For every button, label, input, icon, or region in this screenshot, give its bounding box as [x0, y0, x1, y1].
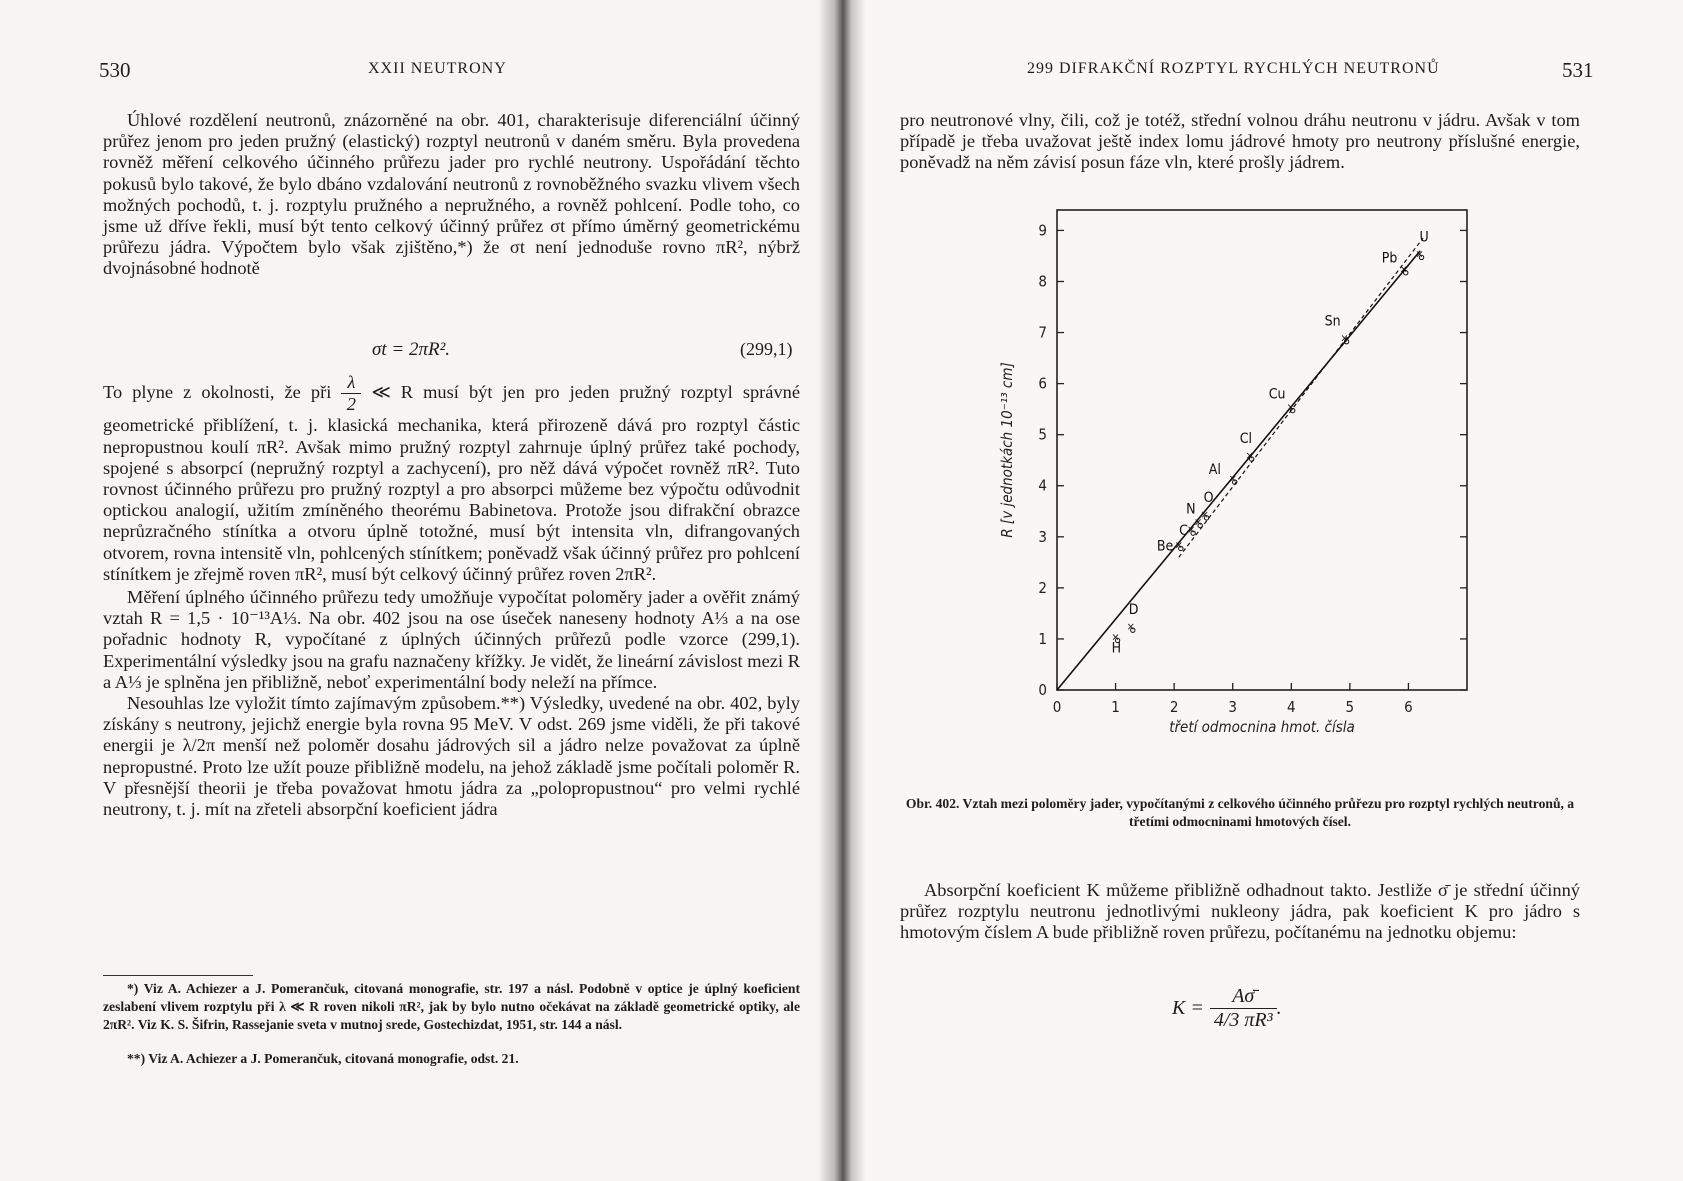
x-tick-label: 5 — [1345, 698, 1355, 716]
data-point-label: N — [1186, 501, 1196, 518]
y-tick-label: 8 — [1038, 272, 1047, 291]
formula-lhs: K = — [1172, 997, 1204, 1019]
data-point-cross: × — [1126, 620, 1135, 634]
right-page — [842, 0, 1683, 1181]
footnote-rule — [103, 975, 253, 976]
data-point-cross: × — [1399, 262, 1408, 276]
data-point-label: O — [1203, 489, 1214, 506]
data-point-label: Al — [1208, 462, 1221, 479]
data-point-label: U — [1419, 229, 1429, 246]
y-tick-label: 5 — [1038, 425, 1047, 444]
x-tick-label: 4 — [1286, 698, 1296, 716]
data-point-cross: × — [1245, 449, 1254, 463]
paragraph-text: Úhlové rozdělení neutronů, znázorněné na obr. 401, charakterisuje diferenciální účinný průřez jenom pro jeden pružný (elastický) rozptyl neutronů v daném směru. Byla provedena rovněž měření celkového účinného průřezu jader pro rychlé neutrony. Uspořádání těchto pokusů bylo takové, že bylo dbáno vzdalování neutronů z rovnoběžného svazku vlivem všech možných pochodů, t. j. rozptylu pružného a nepružného, a rovněž pohlcení. Podle toho, co jsme už dříve řekli, musí být tento celkový účinný průřez σt přímo úměrný geometrickému průřezu jádra. Výpočtem bylo však zjištěno,*) že σt není jednoduše rovno πR², nýbrž dvojnásobné hodnotě — [103, 110, 800, 279]
figure-caption: Obr. 402. Vztah mezi poloměry jader, vypočítanými z celkového účinného průřezu pro rozptyl rychlých neutronů, a třetími odmocninami hmotových čísel. — [905, 796, 1575, 829]
y-tick-label: 4 — [1038, 476, 1047, 495]
x-tick-label: 2 — [1169, 698, 1179, 716]
para2-text: ≪ R musí být jen pro jeden pružný rozptyl správné geometrické přiblížení, t. j. klasická mechanika, která přirozeně dává pro rozptyl částic nepropustnou koulí πR². Avšak mimo pružný rozptyl zahrnuje úplný průřez také pochody, spojené s absorpcí (nepružný rozptyl a zachycení), pro něž dává výpočet rovněž πR². Tuto rovnost účinného průřezu pro pružný rozptyl a pro absorpci můžeme bez výpočtu odůvodnit optickou analogií, užitím zmíněného theorému Babinetova. Protože jsou difrakční obrazce neprůzračného stínítka a otvoru úplně totožné, musí být intensita vln, difrangovaných otvorem, rovna intensitě vln, pohlcených stínítkem; poněvadž však účinný průřez pro pohlcení stínítkem je zřejmě roven πR², musí být celkový účinný průřez roven 2πR². — [103, 381, 801, 584]
y-tick-label: 6 — [1038, 374, 1047, 393]
left-paragraph-1 — [103, 110, 800, 280]
data-point-label: Sn — [1324, 313, 1341, 330]
left-paragraph-2 — [103, 372, 800, 820]
data-point-cross: × — [1200, 507, 1209, 521]
data-point-label: Cu — [1268, 386, 1286, 403]
figure-402-chart — [982, 205, 1482, 795]
data-point-cross: × — [1186, 523, 1196, 537]
fit-line-solid — [1057, 251, 1420, 690]
data-point-cross: × — [1228, 472, 1237, 486]
data-point-label: C — [1179, 523, 1188, 540]
paragraph-text: Absorpční koeficient K můžeme přibližně odhadnout takto. Jestliže σ̄ je střední účinný průřez rozptylu neutronu jednotlivými nukleony jádra, pak koeficient K pro jádro s hmotovým číslem A bude přibližně roven průřezu, počítanému na jednotku objemu: — [900, 880, 1580, 943]
x-tick-label: 0 — [1052, 698, 1062, 716]
right-paragraph-2 — [900, 880, 1580, 944]
x-tick-label: 6 — [1404, 698, 1413, 716]
equation-number: (299,1) — [740, 339, 793, 359]
left-paragraph-4: Nesouhlas lze vyložit tímto zajímavým způsobem.**) Výsledky, uvedené na obr. 402, byly získány s neutrony, jejichž energie byla rovna 95 MeV. V odst. 269 jsme viděli, že při takové energii je λ/2π menší než poloměr dosahu jádrových sil a jádro nelze považovat za úplně nepropustné. Proto lze užít pouze přibližně modelu, na jehož základě jsme počítali poloměr R. V přesnější theorii je třeba považovat hmotu jádra za „polopropustnou“ pro velmi rychlé neutrony, t. j. mít na zřeteli absorpční koeficient jádra — [103, 693, 800, 820]
formula-tail: . — [1276, 997, 1282, 1019]
data-point-cross: × — [1286, 400, 1295, 414]
data-point-label: D — [1128, 602, 1139, 619]
data-point-label: Pb — [1381, 250, 1398, 267]
y-tick-label: 9 — [1038, 221, 1047, 240]
footnote-2: **) Viz A. Achiezer a J. Pomerančuk, citovaná monografie, odst. 21. — [127, 1051, 519, 1066]
left-running-header: XXII NEUTRONY — [368, 60, 507, 77]
right-page-number: 531 — [1562, 58, 1594, 82]
data-point-cross: × — [1194, 515, 1203, 529]
x-tick-label: 1 — [1111, 698, 1120, 716]
data-point-cross: × — [1111, 630, 1120, 644]
data-point-cross: × — [1174, 538, 1183, 552]
y-axis-label: R [v jednotkách 10⁻¹³ cm] — [998, 362, 1016, 538]
para2-prefix: To plyne z okolnosti, že při — [103, 381, 332, 402]
x-axis-label: třetí odmocnina hmot. čísla — [1169, 718, 1355, 736]
data-point-cross: × — [1340, 331, 1349, 345]
y-tick-label: 2 — [1038, 578, 1047, 597]
data-point-label: H — [1111, 640, 1122, 657]
formula-fraction — [1210, 985, 1277, 1032]
data-point-cross: × — [1415, 247, 1424, 261]
footnote-1: *) Viz A. Achiezer a J. Pomerančuk, citovaná monografie, str. 197 a násl. Podobně v optice je úplný koeficient zeslabení vlivem rozptylu při λ ≪ R roven nikoli πR², jak by bylo nutno očekávat na základě geometrické optiky, ale 2πR². Viz K. S. Šifrin, Rassejanie sveta v mutnoj srede, Gostechizdat, 1951, str. 144 a násl. — [103, 981, 800, 1032]
right-paragraph-1: pro neutronové vlny, čili, což je totéž, střední volnou dráhu neutronu v jádru. Avšak v tom případě je třeba uvažovat ještě index lomu jádrové hmoty pro neutrony příslušné energie, poněvadž na něm závisí posun fáze vln, které prošly jádrem. — [900, 110, 1580, 173]
formula-numerator: Aσ̄ — [1210, 985, 1277, 1009]
y-tick-label: 0 — [1038, 681, 1047, 699]
left-page-number: 530 — [99, 58, 131, 82]
data-point-label: Cl — [1239, 431, 1253, 448]
equation-299-1: σt = 2πR². — [372, 339, 451, 360]
frac-num: λ — [341, 372, 361, 394]
right-running-header: 299 DIFRAKČNÍ ROZPTYL RYCHLÝCH NEUTRONŮ — [1027, 60, 1440, 77]
formula-denominator: 4/3 πR³ — [1213, 1009, 1273, 1031]
data-point-label: Be — [1156, 538, 1174, 555]
x-tick-label: 3 — [1228, 698, 1238, 716]
left-paragraph-3: Měření úplného účinného průřezu tedy umožňuje vypočítat poloměry jader a ověřit známý vztah R = 1,5 · 10⁻¹³A⅓. Na obr. 402 jsou na ose úseček naneseny hodnoty A⅓ a na ose pořadnic hodnoty R, vypočítané z úplných účinných průřezů podle vzorce (299,1). Experimentální výsledky jsou na grafu naznačeny křížky. Je vidět, že lineární závislost mezi R a A⅓ je splněna jen přibližně, neboť experimentální body neleží na přímce. — [103, 587, 800, 692]
y-tick-label: 7 — [1038, 323, 1047, 342]
book-gutter-shadow — [818, 0, 866, 1181]
frac-den: 2 — [346, 394, 356, 415]
plot-frame — [1057, 210, 1467, 690]
absorption-formula — [1172, 985, 1282, 1032]
y-tick-label: 1 — [1038, 629, 1047, 648]
fit-line-dashed — [1179, 238, 1423, 557]
y-tick-label: 3 — [1038, 527, 1047, 546]
lambda-half-fraction — [341, 372, 361, 415]
